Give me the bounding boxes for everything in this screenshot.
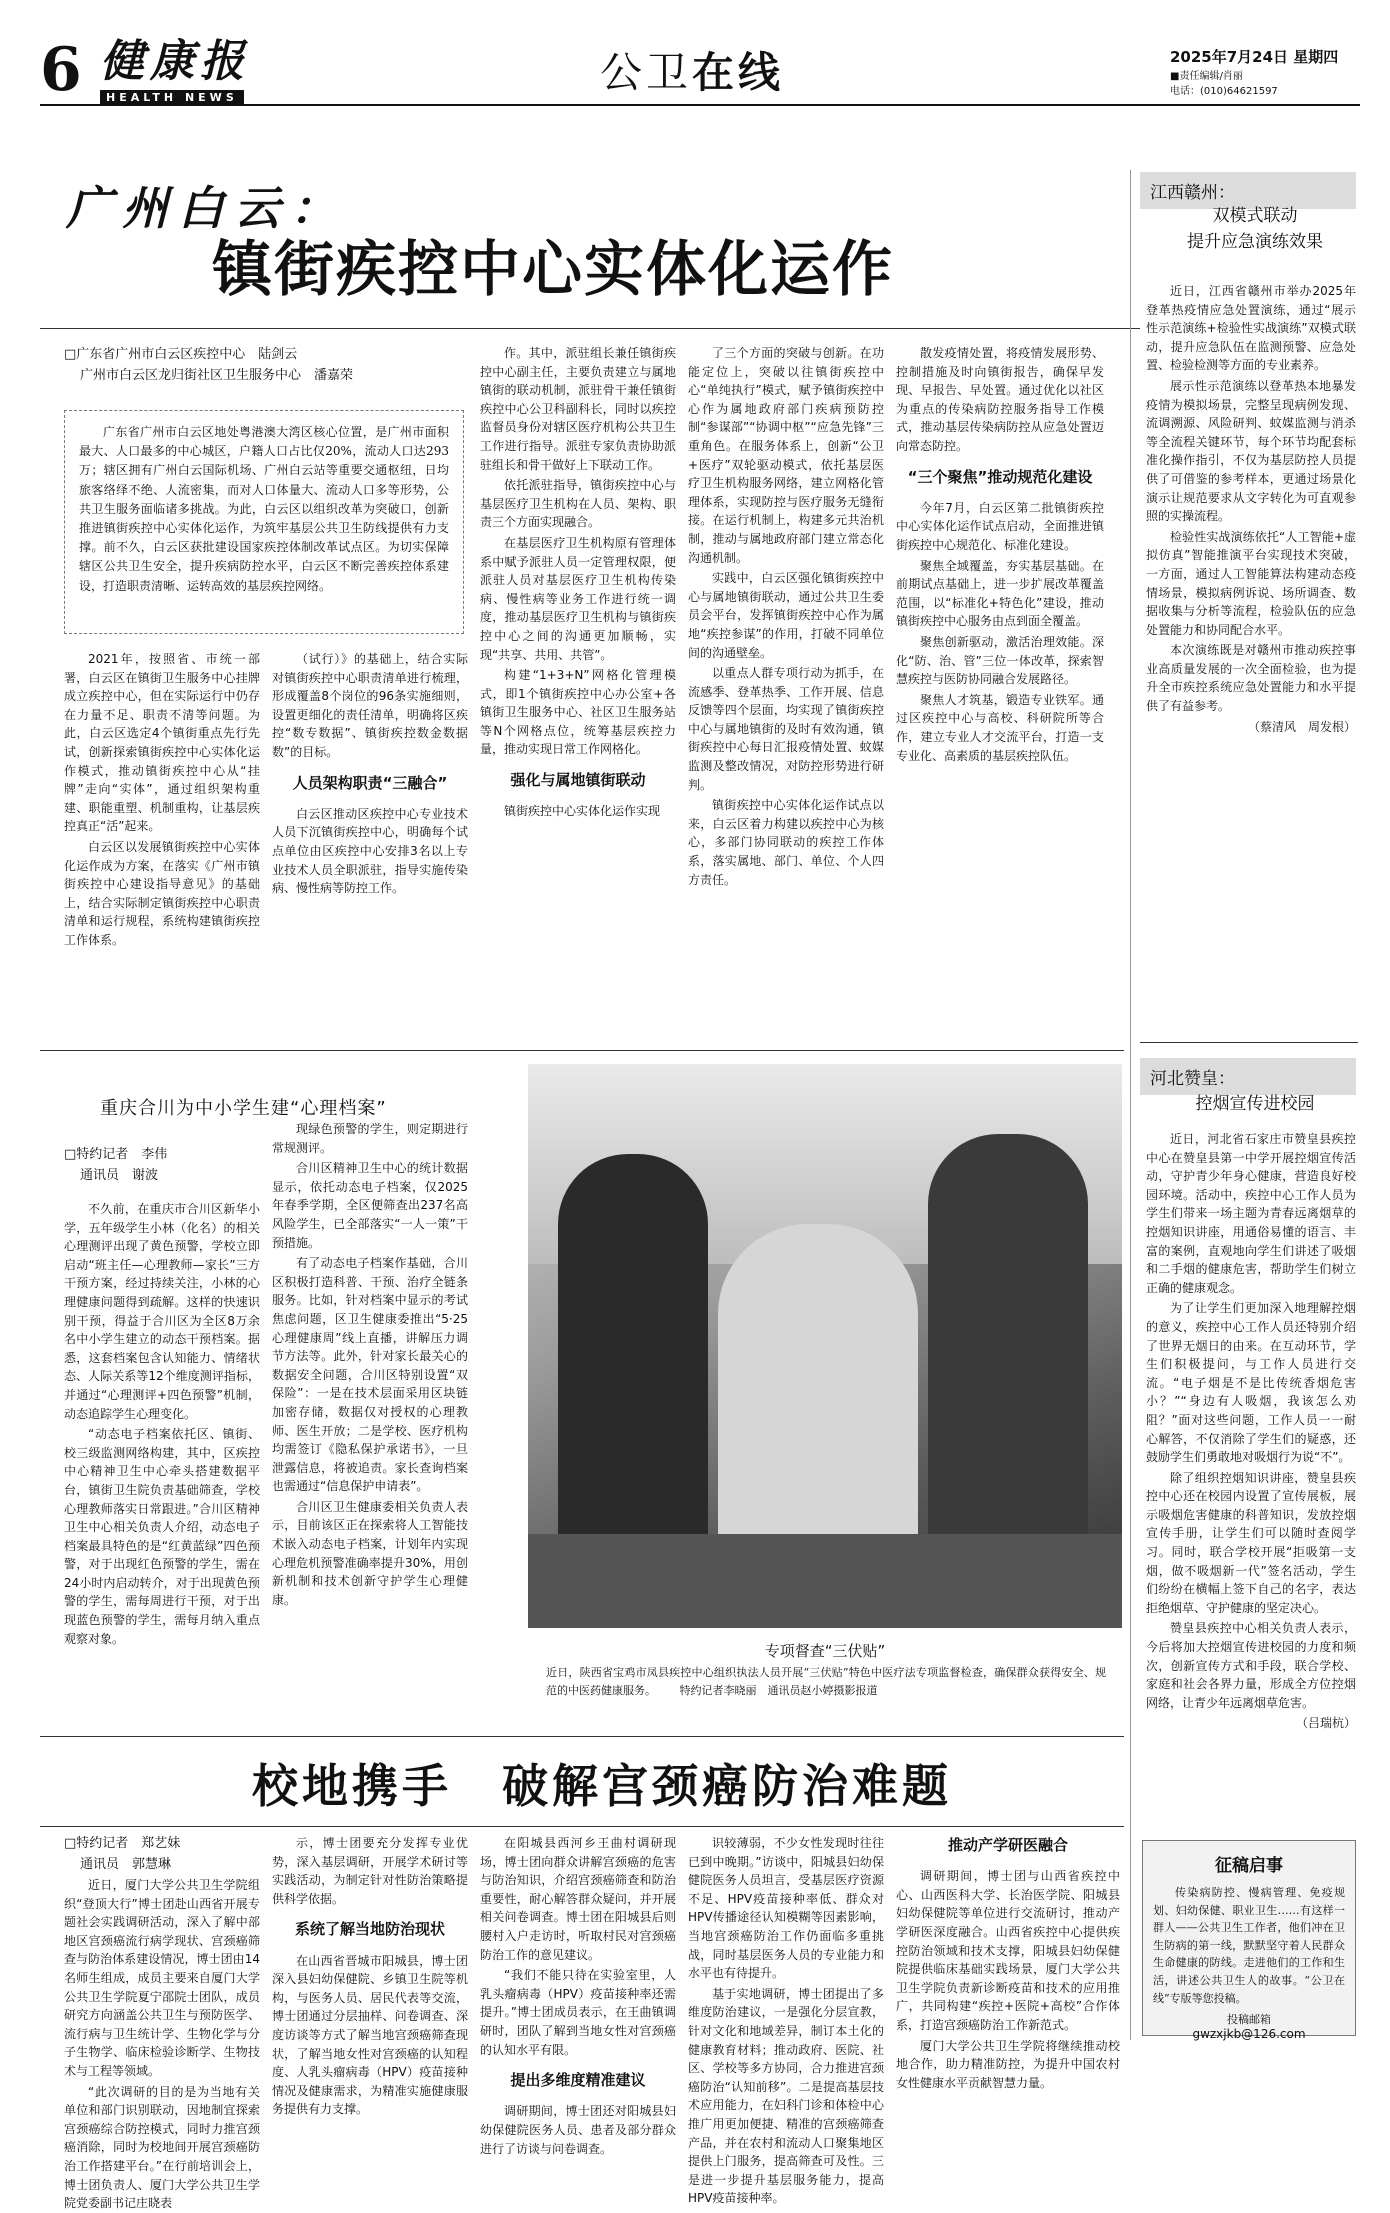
logo-english: HEALTH NEWS [100,90,244,105]
lead-byline [64,345,464,387]
story3-subhead-1: 系统了解当地防治现状 [294,1920,445,1939]
sidebar1-p2: 展示性示范演练以登革热本地暴发疫情为模拟场景，完整呈现病例发现、流调溯源、风险研判、蚊媒监测与消杀等全流程关键环节，每个环节均配套标准化操作指引，不仅为基层防控人员提供了可借鉴的参考样本，更通过场景化演示让规范要求从文字转化为可直观参照的实操流程。 [1146,378,1356,524]
story3-col5-p2: 厦门大学公共卫生学院将继续推动校地合作，助力精准防控，为提升中国农村女性健康水平贡献智慧力量。 [896,2038,1120,2090]
sidebar2-author: （吕瑞杭） [1295,1716,1356,1731]
issue-date: 2025年7月24日 星期四 [1170,48,1339,66]
story3-col1-p1: 近日，厦门大学公共卫生学院组织“登顶大行”博士团赴山西省开展专题社会实践调研活动，深入了解中部地区宫颈癌流行病学现状、宫颈癌筛查与防治体系建设情况，博士团由14名师生组成，成员主要来自厦门大学公共卫生学院夏宁邵院士团队，成员研究方向涵盖公共卫生与预防医学、流行病与卫生统计学、生物化学与分子生物学、临床检验诊断学、生物技术与工程等领域。 [64,1878,260,2078]
story3-col3-p3: 调研期间，博士团还对阳城县妇幼保健院医务人员、患者及部分群众进行了访谈与问卷调查。 [480,2104,676,2156]
sidebar1-subtitle-line2: 提升应急演练效果 [1187,231,1323,252]
lead-col-2 [272,650,468,1044]
lead-abstract [64,410,464,634]
lead-col-4 [688,344,884,1044]
story2-col2-p3: 有了动态电子档案作基础，合川区积极打造科普、干预、治疗全链条服务。比如，针对档案中显示的考试焦虑问题，区卫生健康委推出“5·25心理健康周”线上直播，讲解压力调节方法等。此外，针对家长最关心的数据安全问题，合川区特别设置“双保险”：一是在技术层面采用区块链加密存储，数据仅对授权的心理教师、医生开放；二是学校、医疗机构均需签订《隐私保护承诺书》，一旦泄露信息，将被追责。家长查询档案也需通过“信息保护申请表”。 [272,1256,468,1494]
lead-abstract-text: 广东省广州市白云区地处粤港澳大湾区核心位置，是广州市面积最大、人口最多的中心城区，户籍人口占比仅20%，流动人口达293万；辖区拥有广州白云国际机场、广州白云站等重要交通枢纽，日均旅客络绎不绝、人流密集，而对人口体量大、流动人口多等形势，公共卫生服务面临诸多挑战。为此，白云区以组织改革为突破口，创新推进镇街疾控中心实体化运作，为筑牢基层公共卫生防线提供有力支撑。前不久，白云区获批建设国家疾控体制改革试点区。为切实保障辖区公共卫生安全，提升疾病防控水平，白云区不断完善疾控体系建设，打造职责清晰、运转高效的基层疾控网络。 [79,425,449,593]
sidebar2-head: 河北赞皇： [1140,1058,1356,1095]
lead-col5-p3: 聚焦全域覆盖，夯实基层基础。在前期试点基础上，进一步扩展改革覆盖范围，以“标准化+特色化”建设，推动镇街疾控中心服务由点到面全覆盖。 [896,558,1104,629]
editor-phone: 电话：(010)64621597 [1170,86,1278,97]
sidebar1-body [1146,282,1356,1022]
lead-col3-p1: 作。其中，派驻组长兼任镇街疾控中心副主任，主要负责建立与属地镇街的联动机制，派驻骨干兼任镇街疾控中心公卫科副科长，同时以疾控监督员身份对辖区医疗机构公共卫生工作进行指导。派驻专家负责协助派驻组长和骨干做好上下联动工作。 [480,346,676,472]
story3-col3-p2: “我们不能只待在实验室里，人乳头瘤病毒（HPV）疫苗接种率还需提升。”博士团成员表示，在王曲镇调研时，团队了解到当地女性对宫颈癌的认知水平有限。 [480,1968,676,2057]
lead-col4-p4: 镇街疾控中心实体化运作试点以来，白云区着力构建以疾控中心为核心，多部门协同联动的疾控工作体系，落实属地、部门、单位、个人四方责任。 [688,798,884,887]
lead-col3-p5: 镇街疾控中心实体化运作实现 [504,804,661,819]
masthead-info [1170,46,1360,97]
lead-col-1 [64,650,260,1044]
story3-col2-p1: 示，博士团要充分发挥专业优势，深入基层调研，开展学术研讨等实践活动，为制定针对性防治策略提供科学依据。 [272,1836,468,1906]
story2-col1-p2: “动态电子档案依托区、镇街、校三级监测网络构建，其中，区疾控中心精神卫生中心牵头搭建数据平台，镇街卫生院负责基础筛查，学校心理教师落实日常跟进。”合川区精神卫生中心相关负责人介绍，动态电子档案最具特色的是“红黄蓝绿”四色预警，对于出现红色预警的学生，需在24小时内启动转介，对于出现黄色预警的学生，需每周进行干预，对于出现蓝色预警的学生，需每月纳入重点观察对象。 [64,1427,260,1646]
lead-col4-p2: 实践中，白云区强化镇街疾控中心与属地镇街联动，通过公共卫生委员会平台，发挥镇街疾控中心作为属地“疾控参谋”的作用，打破不同单位间的沟通壁垒。 [688,571,884,660]
notice-title: 征稿启事 [1215,1856,1283,1876]
notice-body: 传染病防控、慢病管理、免疫规划、妇幼保健、职业卫生……有这样一群人——公共卫生工作者，他们冲在卫生防病的第一线，默默坚守着人民群众生命健康的防线。走进他们的工作和生活，讲述公共卫生人的故事。“公卫在线”专版等您投稿。 [1153,1886,1345,2005]
sidebar2-p4: 赞皇县疾控中心相关负责人表示，今后将加大控烟宣传进校园的力度和频次，创新宣传方式和手段，联合学校、家庭和社会各界力量，形成全方位控烟网络，让青少年远离烟草危害。 [1146,1621,1356,1710]
story3-col5-p1: 调研期间，博士团与山西省疾控中心、山西医科大学、长治医学院、阳城县妇幼保健院等单位进行交流研讨，推动产学研医深度融合。山西省疾控中心提供疾控防治领域和技术支撑，阳城县妇幼保健院提供临床基础实践场景，厦门大学公共卫生学院负责新诊断疫苗和技术的应用推广，共同构建“疾控+医院+高校”合作体系，打造宫颈癌防治工作新范式。 [896,1869,1120,2032]
masthead-logo [100,38,250,105]
sidebar2-subtitle: 控烟宣传进校园 [1195,1094,1315,1114]
story2-col1-p1: 不久前，在重庆市合川区新华小学，五年级学生小林（化名）的相关心理测评出现了黄色预警，学校立即启动“班主任—心理教师—家长”三方干预方案，经过持续关注，小林的心理健康问题得到疏解。这样的快速识别干预，得益于合川区为全区8万余名中小学生建立的动态干预档案。据悉，这套档案包含认知能力、情绪状态、人际关系等12个维度测评指标，并通过“心理测评+四色预警”机制，动态追踪学生心理变化。 [64,1202,260,1421]
lead-subhead-2: 强化与属地镇街联动 [510,771,646,790]
story2-col2-p4: 合川区卫生健康委相关负责人表示，目前该区正在探索将人工智能技术嵌入动态电子档案，计划年内实现心理危机预警准确率提升30%，用创新机制和技术创新守护学生心理健康。 [272,1499,468,1607]
photo-caption-text: 近日，陕西省宝鸡市凤县疾控中心组织执法人员开展“三伏贴”特色中医疗法专项监督检查，确保群众获得安全、规范的中医药健康服务。 [546,1666,1106,1697]
story3-byline-line1: □特约记者 郑艺妹 [64,1836,181,1851]
story2-byline-line2: 通讯员 谢波 [80,1167,159,1183]
lead-col3-p3: 在基层医疗卫生机构原有管理体系中赋予派驻人员一定管理权限，便派驻人员对基层医疗卫生机构传染病、慢性病等业务工作进行统一调度，推动基层医疗卫生机构与镇街疾控中心之间的沟通更加顺畅，实现“共享、共用、共管”。 [480,535,676,662]
story3-byline-line2: 通讯员 郭慧琳 [80,1856,172,1872]
editor-credit: ■责任编辑/肖丽 [1170,71,1243,82]
section-title-part1: 公卫 [600,48,693,97]
inspection-photo [528,1064,1122,1628]
lead-col5-p5: 聚焦人才筑基，锻造专业铁军。通过区疾控中心与高校、科研院所等合作，建立专业人才交流平台，打造一支专业化、高素质的基层疾控队伍。 [896,692,1104,763]
lead-headline-rule [40,328,1140,329]
call-for-papers-box [1142,1840,1356,2042]
lead-bottom-rule [40,1050,1124,1051]
lead-subhead-3: “三个聚焦”推动规范化建设 [907,467,1093,486]
story3-subhead-3: 推动产学研医融合 [947,1836,1068,1854]
sidebar1-p1: 近日，江西省赣州市举办2025年登革热疫情应急处置演练，通过“展示性示范演练+检验性实战演练”双模式联动，提升应急队伍在监测预警、应急处置、检验检测等方面的专业素养。 [1146,284,1356,373]
lead-byline-line2: 广州市白云区龙归街社区卫生服务中心 潘嘉荣 [80,367,354,383]
story3-col2-p2: 在山西省晋城市阳城县，博士团深入县妇幼保健院、乡镇卫生院等机构，与医务人员、居民代表等交流，博士团通过分层抽样、问卷调查、深度访谈等方式了解当地宫颈癌筛查现状，了解当地女性对宫颈癌的认知程度、人乳头瘤病毒（HPV）疫苗接种情况及健康需求，为精准实施健康服务提供有力支撑。 [272,1953,468,2117]
sidebar-divider [1130,170,1131,2040]
story2-bottom-rule [40,1736,1124,1737]
lead-col5-p2: 今年7月，白云区第二批镇街疾控中心实体化运作试点启动，全面推进镇街疾控中心规范化、标准化建设。 [896,500,1104,552]
story3-col4-p1: 识较薄弱，不少女性发现时往往已到中晚期。”访谈中，阳城县妇幼保健院医务人员坦言，受基层医疗资源不足、HPV疫苗接种率低、群众对HPV传播途径认知模糊等因素影响，当地宫颈癌防治工作仍面临多重挑战，同时基层医务人员的专业能力和水平也有待提升。 [688,1836,884,1981]
story3-col3-p1: 在阳城县西河乡王曲村调研现场，博士团向群众讲解宫颈癌的危害与防治知识，介绍宫颈癌筛查和防治重要性，耐心解答群众疑问，并开展相关问卷调查。博士团在阳城县后则腰村入户走访时，听取村民对宫颈癌防治工作的意见建议。 [480,1836,676,1962]
lead-kicker: 广州白云： [66,181,346,235]
sidebar2-p2: 为了让学生们更加深入地理解控烟的意义，疾控中心工作人员还特别介绍了世界无烟日的由来。在互动环节，学生们积极提问，与工作人员进行交流。“电子烟是不是比传统香烟危害小？”“身边有人吸烟，我该怎么劝阻？”面对这些问题，工作人员一一耐心解答，不仅消除了学生们的疑惑，还鼓励学生们勇敢地对吸烟行为说“不”。 [1146,1301,1356,1465]
lead-subhead-1: 人员架构职责“三融合” [292,773,448,792]
story3-title-rule [40,1826,1124,1827]
sidebar1-p4: 本次演练既是对赣州市推动疾控事业高质量发展的一次全面检验，也为提升全市疾控系统应急处置能力和水平提供了有益参考。 [1146,643,1356,714]
masthead-rule [40,104,1360,106]
sidebar1-subtitle [1150,204,1360,255]
story2-col2-p1: 现绿色预警的学生，则定期进行常规测评。 [272,1122,468,1155]
lead-col3-p2: 依托派驻指导，镇街疾控中心与基层医疗卫生机构在人员、架构、职责三个方面实现融合。 [480,478,676,530]
lead-col3-p4: 构建“1+3+N”网格化管理模式，即1个镇街疾控中心办公室+各镇街卫生服务中心、社区卫生服务站等N个网格点位，统筹基层疾控力量，推动实现日常工作网格化。 [480,668,676,757]
lead-col2-p1: （试行）》的基础上，结合实际对镇街疾控中心职责清单进行梳理，形成覆盖8个岗位的96条实施细则，设置更细化的责任清单，明确将区疾控“数专数据”、镇街疾控数金数据数”的目标。 [272,652,468,759]
lead-headline: 镇街疾控中心实体化运作 [212,235,894,305]
sidebar1-head: 江西赣州： [1140,172,1356,209]
lead-col1-p2: 白云区以发展镇街疾控中心实体化运作成为方案，在落实《广州市镇街疾控中心建设指导意见》的基础上，结合实际制定镇街疾控中心职责清单和运行规程，系统构建镇街疾控工作体系。 [64,839,260,947]
page-number: 6 [40,35,82,105]
story3-title: 校地携手 破解宫颈癌防治难题 [252,1759,952,1813]
notice-email[interactable]: gwzxjkb@126.com [1192,2027,1306,2042]
lead-col4-p3: 以重点人群专项行动为抓手，在流感季、登革热季、工作开展、信息反馈等四个层面，均实现了镇街疾控中心与属地镇街的及时有效沟通，镇街疾控中心每日汇报疫情处置、蚊媒监测及整改情况，对防控形势进行研判。 [688,666,884,792]
story3-col-1 [64,1876,260,2211]
lead-byline-line1: □广东省广州市白云区疾控中心 陆剑云 [64,347,298,362]
section-title [600,40,784,100]
lead-col2-p2: 白云区推动区疾控中心专业技术人员下沉镇街疾控中心，明确每个试点单位由区疾控中心安排3名以上专业技术人员全职派驻，指导实施传染病、慢性病等防控工作。 [272,806,468,896]
story3-byline [64,1834,264,1876]
story2-byline-line1: □特约记者 李伟 [64,1147,168,1162]
story2-col2-p2: 合川区精神卫生中心的统计数据显示，依托动态电子档案，仅2025年春季学期，全区便筛查出237名高风险学生，已全部落实“一人一策”干预措施。 [272,1161,468,1250]
sidebar1-rule [1140,1042,1358,1043]
story3-col4-p2: 基于实地调研，博士团提出了多维度防治建议，一是强化分层宣教，针对文化和地域差异，制订本土化的健康教育材料；推动政府、医院、社区、学校等多方协同，合力推进宫颈癌防治“认知前移”。二是提高基层技术应用能力，在妇科门诊和体检中心推广用更加便捷、精准的宫颈癌筛查产品，并在农村和流动人口聚集地区提供上门服务，提高筛查可及性。三是进一步提升基层服务能力，提高HPV疫苗接种率。 [688,1986,884,2206]
story3-col-2 [272,1834,468,2117]
lead-col1-p1: 2021年，按照省、市统一部署，白云区在镇街卫生服务中心挂牌成立疾控中心，但在实际运行中仍存在力量不足、职责不清等问题。为此，白云区选定4个镇街重点先行先试，创新探索镇街疾控中心实体化运作模式，推动镇街疾控中心从“挂牌”走向“实体”，通过组织架构重建、职能重塑、机制重构，让基层疾控真正“活”起来。 [64,652,260,834]
logo-chinese: 健康报 [100,36,250,87]
sidebar1-author: （蔡清风 周发根） [1247,719,1356,734]
story3-col-3 [480,1834,676,2156]
section-title-part2: 在线 [692,48,785,97]
photo-caption-title: 专项督查“三伏贴” [764,1642,886,1660]
story3-col1-p2: “此次调研的目的是为当地有关单位和部门识别联动，因地制宜探索宫颈癌综合防控模式，同时力推宫颈癌消除，同时为校地间开展宫颈癌防治工作搭建平台。”在行前培训会上，博士团负责人、厦门大学公共卫生学院党委副书记庄晓表 [64,2084,260,2211]
lead-col-5 [896,344,1104,1044]
story2-col-2 [272,1120,468,1730]
notice-email-label: 投稿邮箱 [1227,2013,1271,2027]
story3-col-4 [688,1834,884,2206]
sidebar1-p3: 检验性实战演练依托“人工智能+虚拟仿真”智能推演平台实现技术突破，一方面，通过人工智能算法构建动态疫情场景，模拟病例诉说、场所调查、数据收集与分析等流程，检验队伍的应急处置能力和协同配合水平。 [1146,529,1356,637]
lead-col5-p4: 聚焦创新驱动，激活治理效能。深化“防、治、管”三位一体改革，探索智慧疾控与医防协同融合发展路径。 [896,634,1104,687]
photo-credit: 特约记者李晓丽 通讯员赵小婷摄影报道 [679,1683,878,1697]
lead-col4-p1: 了三个方面的突破与创新。在功能定位上，突破以往镇街疾控中心“单纯执行”模式，赋予镇街疾控中心作为属地政府部门疾病预防控制“参谋部”“协调中枢”“应急先锋”三重角色。在服务体系上，创新“公卫+医疗”双轮驱动模式，依托基层医疗卫生机构服务网络，建立网格化管理体系，实现防控与医疗服务无缝衔接。在运行机制上，构建多元共治机制，推动与属地政府部门建立常态化沟通机制。 [688,346,884,565]
story3-col-5 [896,1834,1120,2090]
sidebar1-subtitle-line1: 双模式联动 [1212,206,1298,226]
lead-col5-p1: 散发疫情处置，将疫情发展形势、控制措施及时向镇街报告，确保早发现、早报告、早处置。通过优化以社区为重点的传染病防控服务指导工作模式，推动基层传染病防控从应急处置迈向常态防控。 [896,346,1104,453]
photo-bench [528,1534,1122,1628]
sidebar2-p1: 近日，河北省石家庄市赞皇县疾控中心在赞皇县第一中学开展控烟宣传活动，守护青少年身心健康，营造良好校园环境。活动中，疾控中心工作人员为学生们带来一场主题为青春远离烟草的控烟知识讲座，用通俗易懂的语言、丰富的案例，直观地向学生们讲述了吸烟和二手烟的健康危害，帮助学生们树立正确的健康观念。 [1146,1132,1356,1295]
lead-col-3 [480,344,676,1044]
story3-subhead-2: 提出多维度精准建议 [510,2071,646,2090]
photo-caption [546,1664,1106,1699]
story2-col-1 [64,1200,260,1730]
story2-title: 重庆合川为中小学生建“心理档案” [100,1098,387,1119]
sidebar2-p3: 除了组织控烟知识讲座，赞皇县疾控中心还在校园内设置了宣传展板，展示吸烟危害健康的科普知识，发放控烟宣传手册，让学生们可以随时查阅学习。同时，联合学校开展“拒吸第一支烟，做不吸烟新一代”签名活动，学生们纷纷在横幅上签下自己的名字，表达拒绝烟草、守护健康的坚定决心。 [1146,1470,1356,1615]
